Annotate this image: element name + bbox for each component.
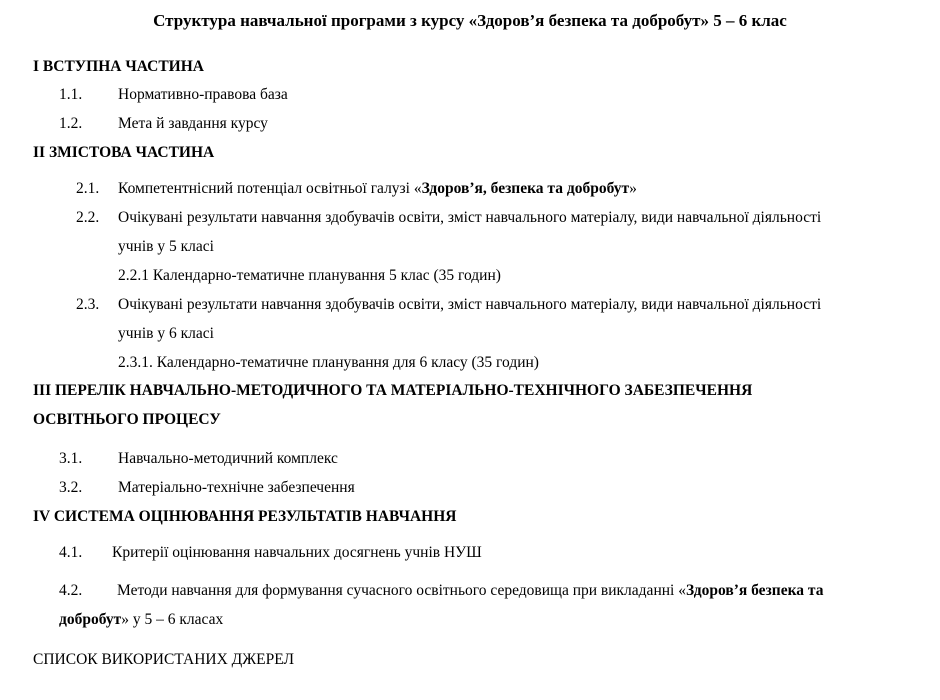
item-3-1-number: 3.1. (59, 450, 83, 467)
document-title: Структура навчальної програми з курсу «Здоров’я безпека та добробут» 5 – 6 клас (153, 11, 787, 30)
item-2-3-1-text: 2.3.1. Календарно-тематичне планування для 6 класу (35 годин) (118, 354, 539, 371)
section-3-heading-line1: III ПЕРЕЛІК НАВЧАЛЬНО-МЕТОДИЧНОГО ТА МАТЕРІАЛЬНО-ТЕХНІЧНОГО ЗАБЕЗПЕЧЕННЯ (33, 382, 753, 399)
item-2-1-text: Компетентнісний потенціал освітньої галузі «Здоров’я, безпека та добробут» (118, 180, 637, 197)
section-1-heading: I ВСТУПНА ЧАСТИНА (33, 58, 204, 75)
item-1-2-number: 1.2. (59, 115, 83, 132)
item-4-1-text: Критерії оцінювання навчальних досягнень учнів НУШ (112, 544, 482, 561)
item-4-2-text-line1: Методи навчання для формування сучасного освітнього середовища при викладанні «Здоров’я безпека та (117, 582, 824, 599)
item-2-3-number: 2.3. (76, 296, 100, 313)
item-4-1-number: 4.1. (59, 544, 83, 561)
item-3-1-text: Навчально-методичний комплекс (118, 450, 338, 467)
section-3-heading-line2: ОСВІТНЬОГО ПРОЦЕСУ (33, 411, 221, 428)
item-2-2-number: 2.2. (76, 209, 100, 226)
item-4-2-text-line2: добробут» у 5 – 6 класах (59, 611, 224, 628)
references-heading: СПИСОК ВИКОРИСТАНИХ ДЖЕРЕЛ (33, 651, 294, 668)
section-2-heading: II ЗМІСТОВА ЧАСТИНА (33, 144, 215, 161)
item-1-2-text: Мета й завдання курсу (118, 115, 268, 132)
item-3-2-text: Матеріально-технічне забезпечення (118, 479, 355, 496)
item-4-2-bold-line1: Здоров’я безпека та (685, 582, 824, 599)
section-4-heading: IV СИСТЕМА ОЦІНЮВАННЯ РЕЗУЛЬТАТІВ НАВЧАННЯ (33, 508, 457, 525)
item-2-2-text-line2: учнів у 5 класі (118, 238, 214, 255)
item-3-2-number: 3.2. (59, 479, 83, 496)
item-1-1-text: Нормативно-правова база (118, 86, 288, 103)
item-2-3-text-line1: Очікувані результати навчання здобувачів освіти, зміст навчального матеріалу, види навчальної діяльності (118, 296, 822, 313)
item-1-1-number: 1.1. (59, 86, 83, 103)
item-2-1-bold: Здоров’я, безпека та добробут (421, 180, 630, 197)
item-2-2-1-text: 2.2.1 Календарно-тематичне планування 5 клас (35 годин) (118, 267, 501, 284)
item-4-2-bold-line2: добробут (59, 611, 122, 628)
item-2-3-text-line2: учнів у 6 класі (118, 325, 214, 342)
item-4-2-number: 4.2. (59, 582, 83, 599)
item-2-2-text-line1: Очікувані результати навчання здобувачів освіти, зміст навчального матеріалу, види навчальної діяльності (118, 209, 822, 226)
item-2-1-number: 2.1. (76, 180, 100, 197)
